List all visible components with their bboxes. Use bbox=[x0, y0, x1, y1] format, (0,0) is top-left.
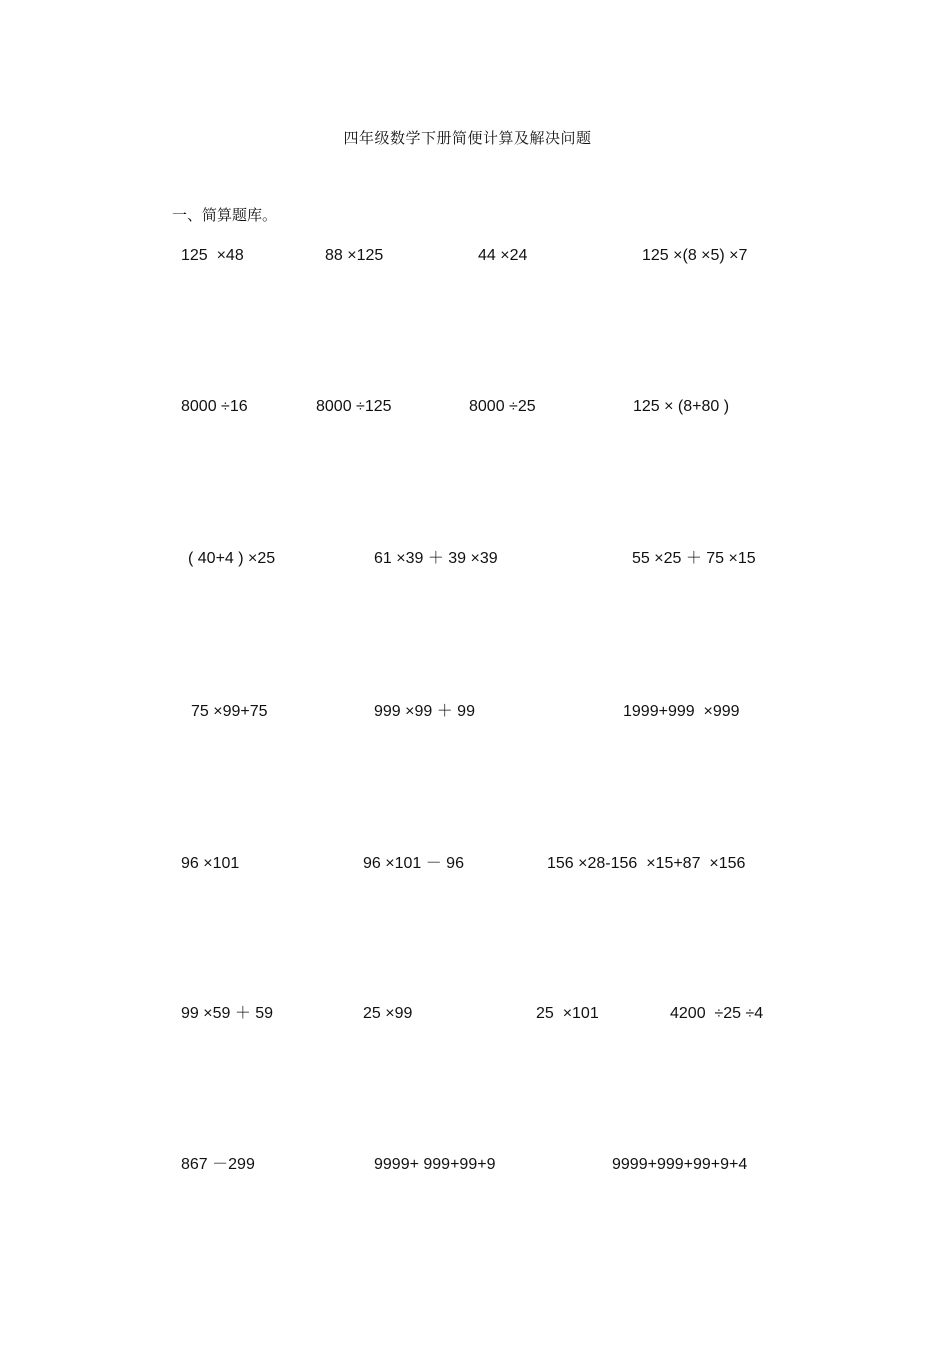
problem-expression: 999 ×99 ＋ 99 bbox=[374, 703, 475, 720]
problem-expression: 8000 ÷125 bbox=[316, 398, 392, 415]
problem-expression: 125 ×48 bbox=[181, 247, 244, 264]
problem-expression: 96 ×101 bbox=[181, 855, 240, 872]
problem-expression: 61 ×39 ＋ 39 ×39 bbox=[374, 550, 498, 567]
problem-expression: 4200 ÷25 ÷4 bbox=[670, 1005, 764, 1022]
problem-expression: 8000 ÷25 bbox=[469, 398, 536, 415]
problem-expression: 867 －299 bbox=[181, 1156, 255, 1173]
problem-expression: 25 ×101 bbox=[536, 1005, 599, 1022]
problem-expression: 55 ×25 ＋ 75 ×15 bbox=[632, 550, 756, 567]
problem-expression: 75 ×99+75 bbox=[191, 703, 268, 720]
problem-expression: ( 40+4 ) ×25 bbox=[188, 550, 276, 567]
problem-expression: 44 ×24 bbox=[478, 247, 528, 264]
problem-expression: 125 × (8+80 ) bbox=[633, 398, 730, 415]
problem-expression: 88 ×125 bbox=[325, 247, 384, 264]
problem-expression: 96 ×101 － 96 bbox=[363, 855, 464, 872]
problem-expression: 1999+999 ×999 bbox=[623, 703, 740, 720]
problem-expression: 9999+999+99+9+4 bbox=[612, 1156, 748, 1173]
problem-expression: 156 ×28-156 ×15+87 ×156 bbox=[547, 855, 746, 872]
problem-expression: 125 ×(8 ×5) ×7 bbox=[642, 247, 748, 264]
page-title: 四年级数学下册简便计算及解决问题 bbox=[343, 129, 592, 147]
problem-expression: 25 ×99 bbox=[363, 1005, 413, 1022]
problem-expression: 9999+ 999+99+9 bbox=[374, 1156, 496, 1173]
section-heading: 一、简算题库。 bbox=[172, 206, 278, 224]
problem-expression: 99 ×59 ＋ 59 bbox=[181, 1005, 274, 1022]
problem-expression: 8000 ÷16 bbox=[181, 398, 248, 415]
